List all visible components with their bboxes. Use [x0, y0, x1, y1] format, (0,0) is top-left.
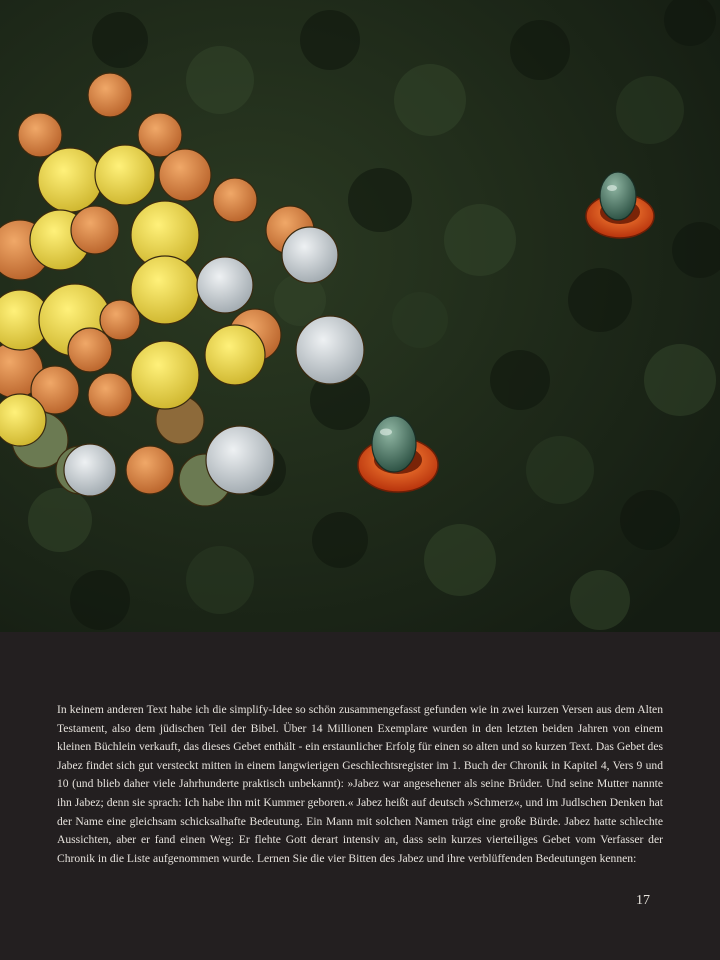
body-text: In keinem anderen Text habe ich die simplify-Idee so schön zusammengefasst gefunden wie in zwei kurzen Versen aus dem Alten Testament, also dem jüdischen Teil der Bibel. Über 14 Millionen Exemplare wurden in den letzten beiden Jahren von einem kleinen Büchlein verkauft, das dieses Gebet enthält - ein erstaunlicher Erfolg für einen so alten und so kurzen Text. Das Gebet des Jabez findet sich gut versteckt mitten in einem langwierigen Geschlechtsregister im 1. Buch der Chronik in Kapitel 4, Vers 9 und 10 (und blieb daher viele Jahrhunderte praktisch unbekannt): »Jabez war angesehener als seine Brüder. Und seine Mutter nannte ihn Jabez; denn sie sprach: Ich habe ihn mit Kummer geboren.« Jabez heißt auf deutsch »Schmerz«, und im Judlschen Denken hat der Name eine gleichsam schicksalhafte Bedeutung. Ein Mann mit solchen Namen trägt eine große Bürde. Jabez hatte schlechte Aussichten, aber er fand einen Weg: Er flehte Gott derart intensiv an, dass sein kurzes vierteiliges Gebet vom Verfasser der Chronik in die Liste aufgenommen wurde. Lernen Sie die vier Bitten des Jabez und ihre verblüffenden Bedeutungen kennen: — [57, 703, 663, 865]
page-number: 17 — [636, 893, 650, 908]
